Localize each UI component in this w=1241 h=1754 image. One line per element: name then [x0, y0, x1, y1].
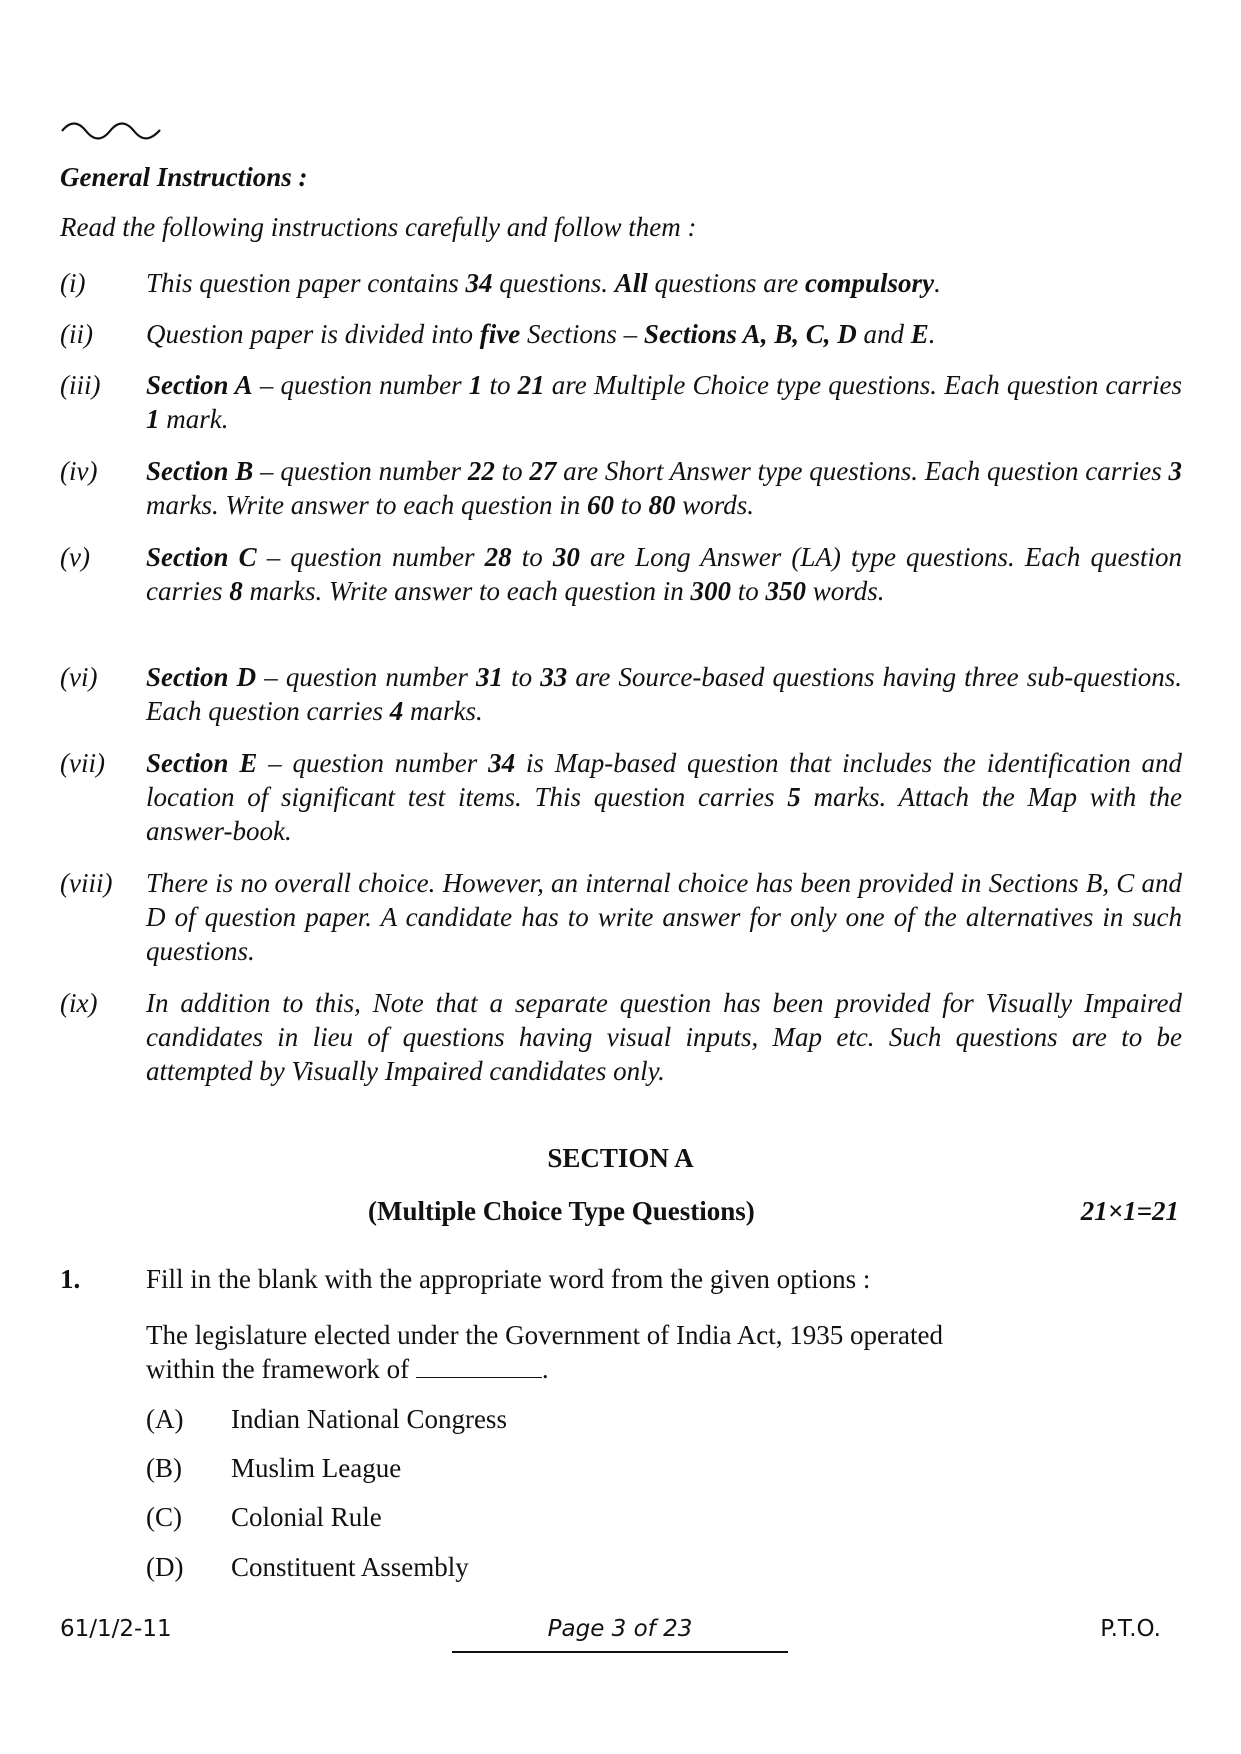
section-subtitle: (Multiple Choice Type Questions): [368, 1196, 755, 1226]
instruction-item: [60, 660, 1182, 728]
instruction-item: [60, 368, 1182, 436]
instruction-item: [60, 317, 1182, 351]
instruction-number: (iv): [60, 456, 98, 486]
option-text: Colonial Rule: [231, 1502, 382, 1532]
pto-label: P.T.O.: [1100, 1616, 1161, 1642]
question-instruction: Fill in the blank with the appropriate word from the given options :: [146, 1264, 871, 1294]
question-line-1: The legislature elected under the Government of India Act, 1935 operated: [146, 1320, 943, 1350]
instruction-item: [60, 746, 1182, 848]
instruction-number: (iii): [60, 370, 101, 400]
question-body: [146, 1318, 1146, 1386]
section-title: SECTION A: [547, 1143, 694, 1173]
instruction-text: This question paper contains 34 questions. All questions are compulsory.: [146, 268, 941, 298]
instruction-item: [60, 540, 1182, 608]
general-instructions-lead: Read the following instructions carefully and follow them :: [60, 212, 697, 242]
instruction-number: (vi): [60, 662, 98, 692]
instruction-number: (i): [60, 268, 86, 298]
instruction-text: Section B – question number 22 to 27 are Short Answer type questions. Each question carries 3 marks. Write answer to each question in 60 to 80 words.: [146, 456, 1182, 520]
instruction-number: (vii): [60, 748, 105, 778]
paper-code: 61/1/2-11: [60, 1616, 172, 1642]
option-d: [146, 1552, 469, 1583]
instruction-item: [60, 866, 1182, 968]
question-line-2-suffix: .: [541, 1354, 549, 1384]
option-a: [146, 1404, 507, 1435]
fill-in-blank: [416, 1353, 542, 1378]
option-text: Indian National Congress: [231, 1404, 507, 1434]
instruction-text: In addition to this, Note that a separate question has been provided for Visually Impaired candidates in lieu of questions having visual inputs, Map etc. Such questions are to be attempted by Visually Impaired candidates only.: [146, 988, 1182, 1086]
instruction-text: Section C – question number 28 to 30 are Long Answer (LA) type questions. Each question carries 8 marks. Write answer to each question in 300 to 350 words.: [146, 542, 1183, 606]
option-text: Constituent Assembly: [231, 1552, 469, 1582]
section-marks: 21×1=21: [1080, 1196, 1179, 1226]
instruction-text: Question paper is divided into five Sections – Sections A, B, C, D and E.: [146, 319, 936, 349]
question-number: 1.: [60, 1264, 81, 1294]
instruction-number: (ix): [60, 988, 98, 1018]
instruction-number: (viii): [60, 868, 113, 898]
option-label: (D): [146, 1552, 184, 1582]
option-label: (A): [146, 1404, 184, 1434]
instruction-item: [60, 454, 1182, 522]
squiggle-ornament-icon: [60, 118, 162, 140]
instruction-number: (v): [60, 542, 90, 572]
instruction-number: (ii): [60, 319, 93, 349]
general-instructions-title: General Instructions :: [60, 162, 308, 192]
instruction-text: There is no overall choice. However, an internal choice has been provided in Sections B, C and D of question paper. A candidate has to write answer for only one of the alternatives in such questions.: [146, 868, 1182, 966]
instruction-item: [60, 266, 1182, 300]
instruction-text: Section E – question number 34 is Map-based question that includes the identification and location of significant test items. This question carries 5 marks. Attach the Map with the answer-book.: [146, 748, 1183, 846]
instruction-text: Section D – question number 31 to 33 are Source-based questions having three sub-questions. Each question carries 4 marks.: [146, 662, 1183, 726]
option-b: [146, 1453, 401, 1484]
option-label: (C): [146, 1502, 182, 1532]
instruction-text: Section A – question number 1 to 21 are Multiple Choice type questions. Each question carries 1 mark.: [146, 370, 1182, 434]
instruction-item: [60, 986, 1182, 1088]
option-label: (B): [146, 1453, 182, 1483]
option-c: [146, 1502, 382, 1533]
page-number: Page 3 of 23: [547, 1616, 693, 1642]
page-number-underline: [452, 1651, 788, 1653]
option-text: Muslim League: [231, 1453, 402, 1483]
question-line-2-prefix: within the framework of: [146, 1354, 410, 1384]
